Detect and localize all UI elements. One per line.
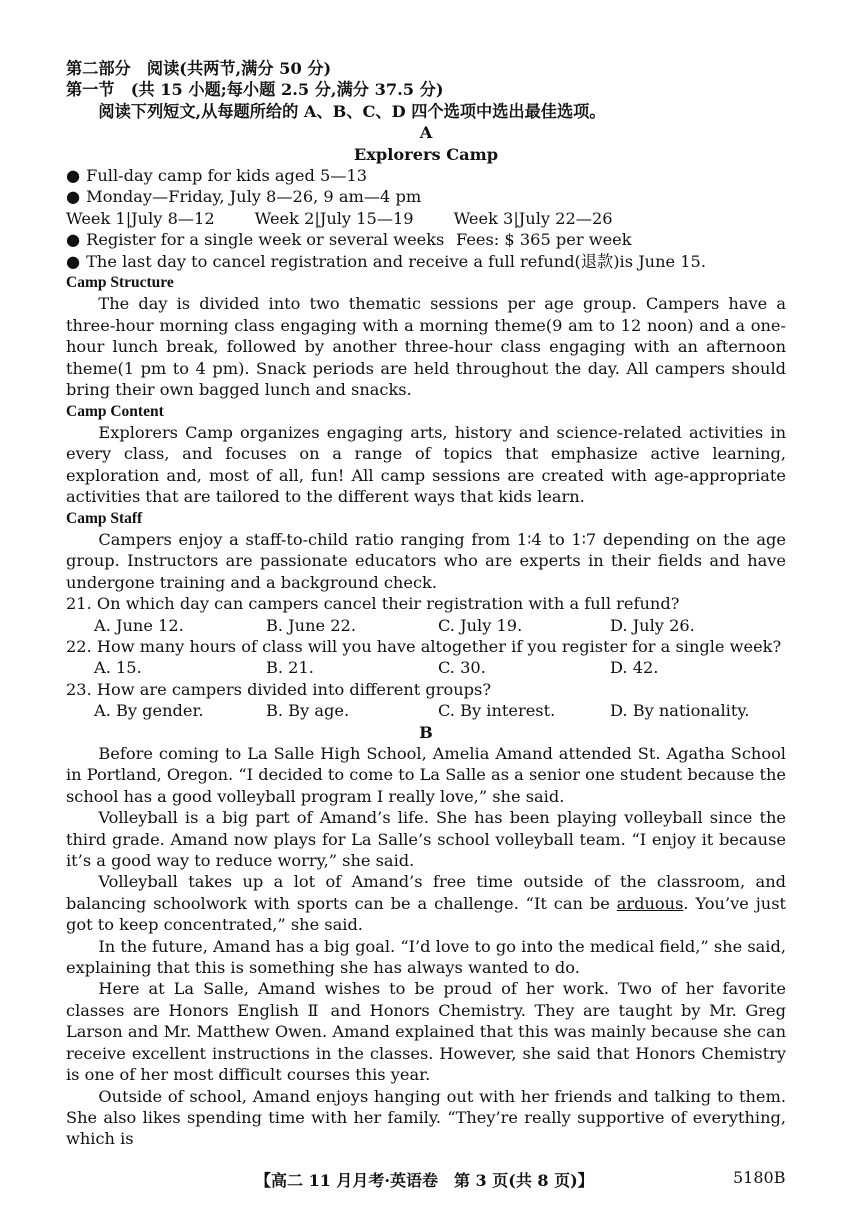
bullet-ages: ● Full-day camp for kids aged 5—13 [66,165,786,186]
paragraph-b-1: Before coming to La Salle High School, Amelia Amand attended St. Agatha School in Portland, Oregon. “I decided to come to La Salle as a senior one student because the school has a good volleyball program I really love,” she said. [66,744,786,806]
option-b: B. June 22. [266,615,356,635]
option-a: A. June 12. [94,615,184,635]
option-d: D. By nationality. [610,701,750,721]
paragraph-b-5: Here at La Salle, Amand wishes to be proud of her work. Two of her favorite classes are Honors English Ⅱ and Honors Chemistry. They are taught by Mr. Greg Larson and Mr. Matthew Owen. Amand explained that this was mainly because she can receive excellent instructions in the classes. However, she said that Honors Chemistry is one of her most difficult courses this year. [66,979,786,1085]
section-part-title: 第二部分 阅读(共两节,满分 50 分) [66,59,332,78]
paragraph-b-6: Outside of school, Amand enjoys hanging out with her friends and talking to them. She also likes spending time with her family. “They’re really supportive of everything, which is [66,1086,786,1149]
fees: Fees: $ 365 per week [456,230,632,250]
week-1: Week 1|July 8—12 [66,208,215,228]
option-d: D. July 26. [610,615,695,635]
paragraph-b-2: Volleyball is a big part of Amand’s life. She has been playing volleyball since the third grade. Amand now plays for La Salle’s school volleyball team. “I enjoy it because it’s a good way to reduce worry,” she said. [66,808,786,871]
bullet-refund: ● The last day to cancel registration and receive a full refund(退款)is June 15. [66,251,786,272]
section-sub-title: 第一节 (共 15 小题;每小题 2.5 分,满分 37.5 分) [66,80,444,100]
option-a: A. By gender. [94,701,204,721]
footer-page-info: 【高二 11 月月考·英语卷 第 3 页(共 8 页)】 [255,1171,594,1190]
paragraph-staff: Campers enjoy a staff-to-child ratio ranging from 1∶4 to 1∶7 depending on the age group. Instructors are passionate educators who are experts in their fields and have undergone training and a background check. [66,529,786,592]
passage-a-title: Explorers Camp [353,144,499,164]
bullet-dates: ● Monday—Friday, July 8—26, 9 am—4 pm [66,186,786,207]
option-b: B. 21. [266,658,314,678]
underlined-word: arduous [616,893,684,913]
option-d: D. 42. [610,658,659,678]
options-21 [66,615,786,636]
week-list [66,208,786,229]
question-23: 23. How are campers divided into different groups? [66,679,492,699]
heading-staff: Camp Staff [66,509,143,527]
paragraph-b-3-part-1: Volleyball takes up a lot of Amand’s free time outside of the classroom, and balancing schoolwork with sports can be a challenge. “It can be [66,872,786,913]
paragraph-b-4: In the future, Amand has a big goal. “I’d love to go into the medical field,” she said, explaining that this is something she has always wanted to do. [66,936,786,978]
paragraph-structure: The day is divided into two thematic sessions per age group. Campers have a three-hour morning class engaging with a morning theme(9 am to 12 noon) and a one-hour lunch break, followed by another three-hour class engaging with an afternoon theme(1 pm to 4 pm). Snack periods are held throughout the day. All campers should bring their own bagged lunch and snacks. [66,294,786,400]
options-23 [66,700,786,721]
exam-page [66,58,786,1150]
heading-structure: Camp Structure [66,274,174,292]
paragraph-b-3-part-2: . You’ve just got to keep concentrated,” she said. [66,893,787,935]
question-21: 21. On which day can campers cancel their registration with a full refund? [66,594,680,614]
paragraph-b-3 [66,871,786,935]
week-3: Week 3|July 22—26 [453,208,613,228]
options-22 [66,657,786,678]
bullet-register: ● Register for a single week or several weeks [66,229,456,250]
option-c: C. 30. [438,658,486,678]
footer-code: 5180B [733,1168,786,1187]
option-c: C. July 19. [438,615,523,635]
week-2: Week 2|July 15—19 [254,208,414,228]
paragraph-content: Explorers Camp organizes engaging arts, history and science-related activities in every class, and focuses on a range of topics that emphasize active learning, exploration and, most of all, fun! All camp sessions are created with age-appropriate activities that are tailored to the different ways that kids learn. [66,422,786,507]
option-c: C. By interest. [438,701,556,721]
option-b: B. By age. [266,701,350,721]
passage-b-letter: B [419,722,433,742]
question-22: 22. How many hours of class will you have altogether if you register for a single week? [66,636,782,656]
option-a: A. 15. [94,658,142,678]
passage-a-letter: A [419,123,433,143]
register-row [66,229,786,250]
instruction: 阅读下列短文,从每题所给的 A、B、C、D 四个选项中选出最佳选项。 [98,101,606,121]
heading-content: Camp Content [66,402,164,420]
